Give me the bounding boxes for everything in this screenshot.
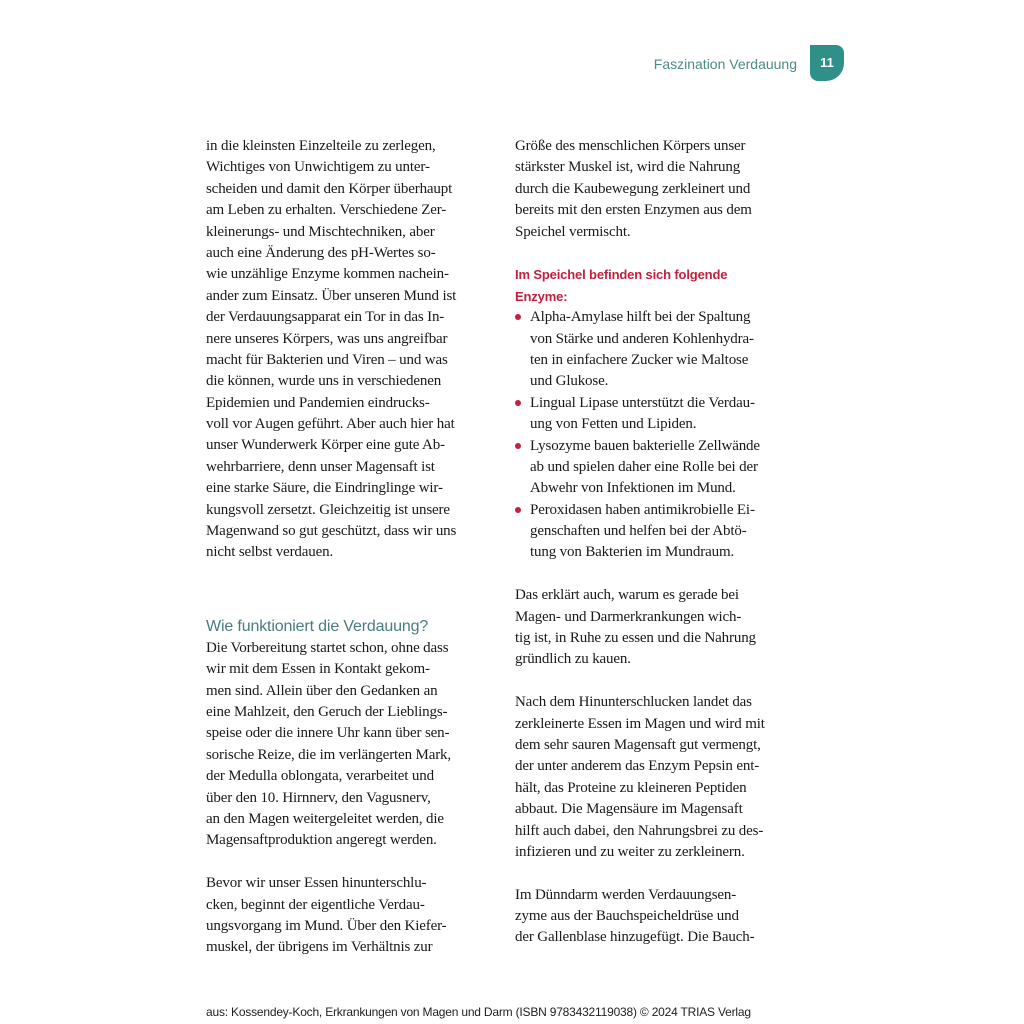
bullet-item (515, 436, 805, 500)
text-line: genschaften und helfen bei der Abtö- (530, 523, 747, 540)
text-line: unser Wunderwerk Körper eine gute Ab- (206, 437, 445, 454)
bullet-icon (515, 400, 521, 406)
text-line: Lysozyme bauen bakterielle Zellwände (530, 437, 760, 454)
text-line: Wichtiges von Unwichtigem zu unter- (206, 159, 430, 176)
spacer (515, 243, 805, 264)
paragraph (515, 692, 805, 863)
text-line: Das erklärt auch, warum es gerade bei (515, 587, 739, 604)
text-line: Magenwand so gut geschützt, dass wir uns (206, 523, 457, 540)
enzyme-box-heading: Im Speichel befinden sich folgende (515, 267, 728, 283)
spacer (206, 564, 496, 596)
text-line: muskel, der übrigens im Verhältnis zur (206, 939, 433, 956)
text-line: wehrbarriere, denn unser Magensaft ist (206, 458, 435, 475)
text-line: ten in einfachere Zucker wie Maltose (530, 351, 749, 368)
text-line: zerkleinerte Essen im Magen und wird mit (515, 715, 765, 732)
text-line: der Gallenblase hinzugefügt. Die Bauch- (515, 929, 755, 946)
section-heading: Wie funktioniert die Verdauung? (206, 617, 429, 635)
bullet-icon (515, 507, 521, 513)
text-line: wir mit dem Essen in Kontakt gekom- (206, 661, 430, 678)
text-line: wie unzählige Enzyme kommen nachein- (206, 266, 449, 283)
bullet-icon (515, 314, 521, 320)
text-line: ab und spielen daher eine Rolle bei der (530, 458, 758, 475)
text-line: sorische Reize, die im verlängerten Mark, (206, 746, 452, 763)
text-line: infizieren und zu weiter zu zerkleinern. (515, 843, 745, 860)
text-line: stärkster Muskel ist, wird die Nahrung (515, 159, 741, 176)
text-line: ung von Fetten und Lipiden. (530, 416, 697, 433)
text-line: Im Dünndarm werden Verdauungsen- (515, 886, 737, 903)
text-line: gründlich zu kauen. (515, 651, 631, 668)
left-text-column (206, 136, 496, 959)
paragraph (206, 638, 496, 852)
text-line: bereits mit den ersten Enzymen aus dem (515, 202, 752, 219)
text-line: zyme aus der Bauchspeicheldrüse und (515, 908, 739, 925)
text-line: kleinerungs- und Mischtechniken, aber (206, 223, 435, 240)
paragraph (515, 885, 805, 949)
text-line: men sind. Allein über den Gedanken an (206, 682, 438, 699)
footer-citation: aus: Kossendey-Koch, Erkrankungen von Magen und Darm (ISBN 9783432119038) © 2024 TRIAS Verlag (206, 1005, 751, 1019)
spacer (515, 863, 805, 884)
text-line: Größe des menschlichen Körpers unser (515, 138, 746, 154)
text-line: kungsvoll zersetzt. Gleichzeitig ist unsere (206, 501, 450, 518)
text-line: ander zum Einsatz. Über unseren Mund ist (206, 287, 457, 304)
text-line: Die Vorbereitung startet schon, ohne dass (206, 639, 449, 656)
text-line: durch die Kaubewegung zerkleinert und (515, 180, 751, 197)
spacer (206, 852, 496, 873)
text-line: ungsvorgang im Mund. Über den Kiefer- (206, 917, 447, 934)
text-line: der unter anderem das Enzym Pepsin ent- (515, 758, 760, 775)
text-line: Alpha-Amylase hilft bei der Spaltung (530, 309, 751, 326)
text-line: Bevor wir unser Essen hinunterschlu- (206, 875, 427, 892)
bullet-item (515, 500, 805, 564)
text-line: nere unseres Körpers, was uns angreifbar (206, 330, 448, 347)
text-line: cken, beginnt der eigentliche Verdau- (206, 896, 425, 913)
text-line: hilft auch dabei, den Nahrungsbrei zu des- (515, 822, 764, 839)
text-line: eine starke Säure, die Eindringlinge wir- (206, 480, 443, 497)
text-line: und Glukose. (530, 373, 609, 390)
text-line: über den 10. Hirnnerv, den Vagusnerv, (206, 789, 431, 806)
text-line: in die kleinsten Einzelteile zu zerlegen, (206, 138, 436, 154)
text-line: Magen- und Darmerkrankungen wich- (515, 608, 742, 625)
text-line: an den Magen weitergeleitet werden, die (206, 810, 444, 827)
text-line: Magensaftproduktion angeregt werden. (206, 832, 437, 849)
page-number-badge: 11 (810, 45, 844, 81)
bullet-item (515, 307, 805, 393)
text-line: Abwehr von Infektionen im Mund. (530, 480, 736, 497)
text-line: nicht selbst verdauen. (206, 544, 334, 561)
text-line: Lingual Lipase unterstützt die Verdau- (530, 394, 755, 411)
text-line: Peroxidasen haben antimikrobielle Ei- (530, 501, 755, 518)
paragraph (206, 136, 496, 564)
spacer (515, 671, 805, 692)
text-line: auch eine Änderung des pH-Wertes so- (206, 244, 436, 261)
enzyme-box-heading: Enzyme: (515, 288, 568, 304)
text-line: speise oder die innere Uhr kann über sen- (206, 725, 450, 742)
text-line: tig ist, in Ruhe zu essen und die Nahrung (515, 630, 756, 647)
text-line: die können, wurde uns in verschiedenen (206, 373, 442, 390)
running-header-title: Faszination Verdauung (653, 56, 797, 72)
text-line: hält, das Proteine zu kleineren Peptiden (515, 779, 747, 796)
text-line: am Leben zu erhalten. Verschiedene Zer- (206, 202, 447, 219)
text-line: abbaut. Die Magensäure im Magensaft (515, 801, 743, 818)
text-line: macht für Bakterien und Viren – und was (206, 351, 448, 368)
text-line: voll vor Augen geführt. Aber auch hier hat (206, 416, 455, 433)
text-line: Speichel vermischt. (515, 223, 631, 240)
text-line: der Verdauungsapparat ein Tor in das In- (206, 309, 445, 326)
text-line: der Medulla oblongata, verarbeitet und (206, 768, 434, 785)
bullet-item (515, 393, 805, 436)
paragraph (206, 873, 496, 959)
spacer (515, 564, 805, 585)
text-line: scheiden und damit den Körper überhaupt (206, 180, 453, 197)
paragraph (515, 585, 805, 671)
text-line: dem sehr sauren Magensaft gut vermengt, (515, 736, 761, 753)
text-line: von Stärke und anderen Kohlenhydra- (530, 330, 754, 347)
text-line: Nach dem Hinunterschlucken landet das (515, 694, 752, 711)
text-line: eine Mahlzeit, den Geruch der Lieblings- (206, 703, 448, 720)
right-text-column (515, 136, 805, 949)
text-line: Epidemien und Pandemien eindrucks- (206, 394, 430, 411)
text-line: tung von Bakterien im Mundraum. (530, 544, 735, 561)
paragraph (515, 136, 805, 243)
enzyme-box (515, 264, 805, 564)
bullet-icon (515, 443, 521, 449)
